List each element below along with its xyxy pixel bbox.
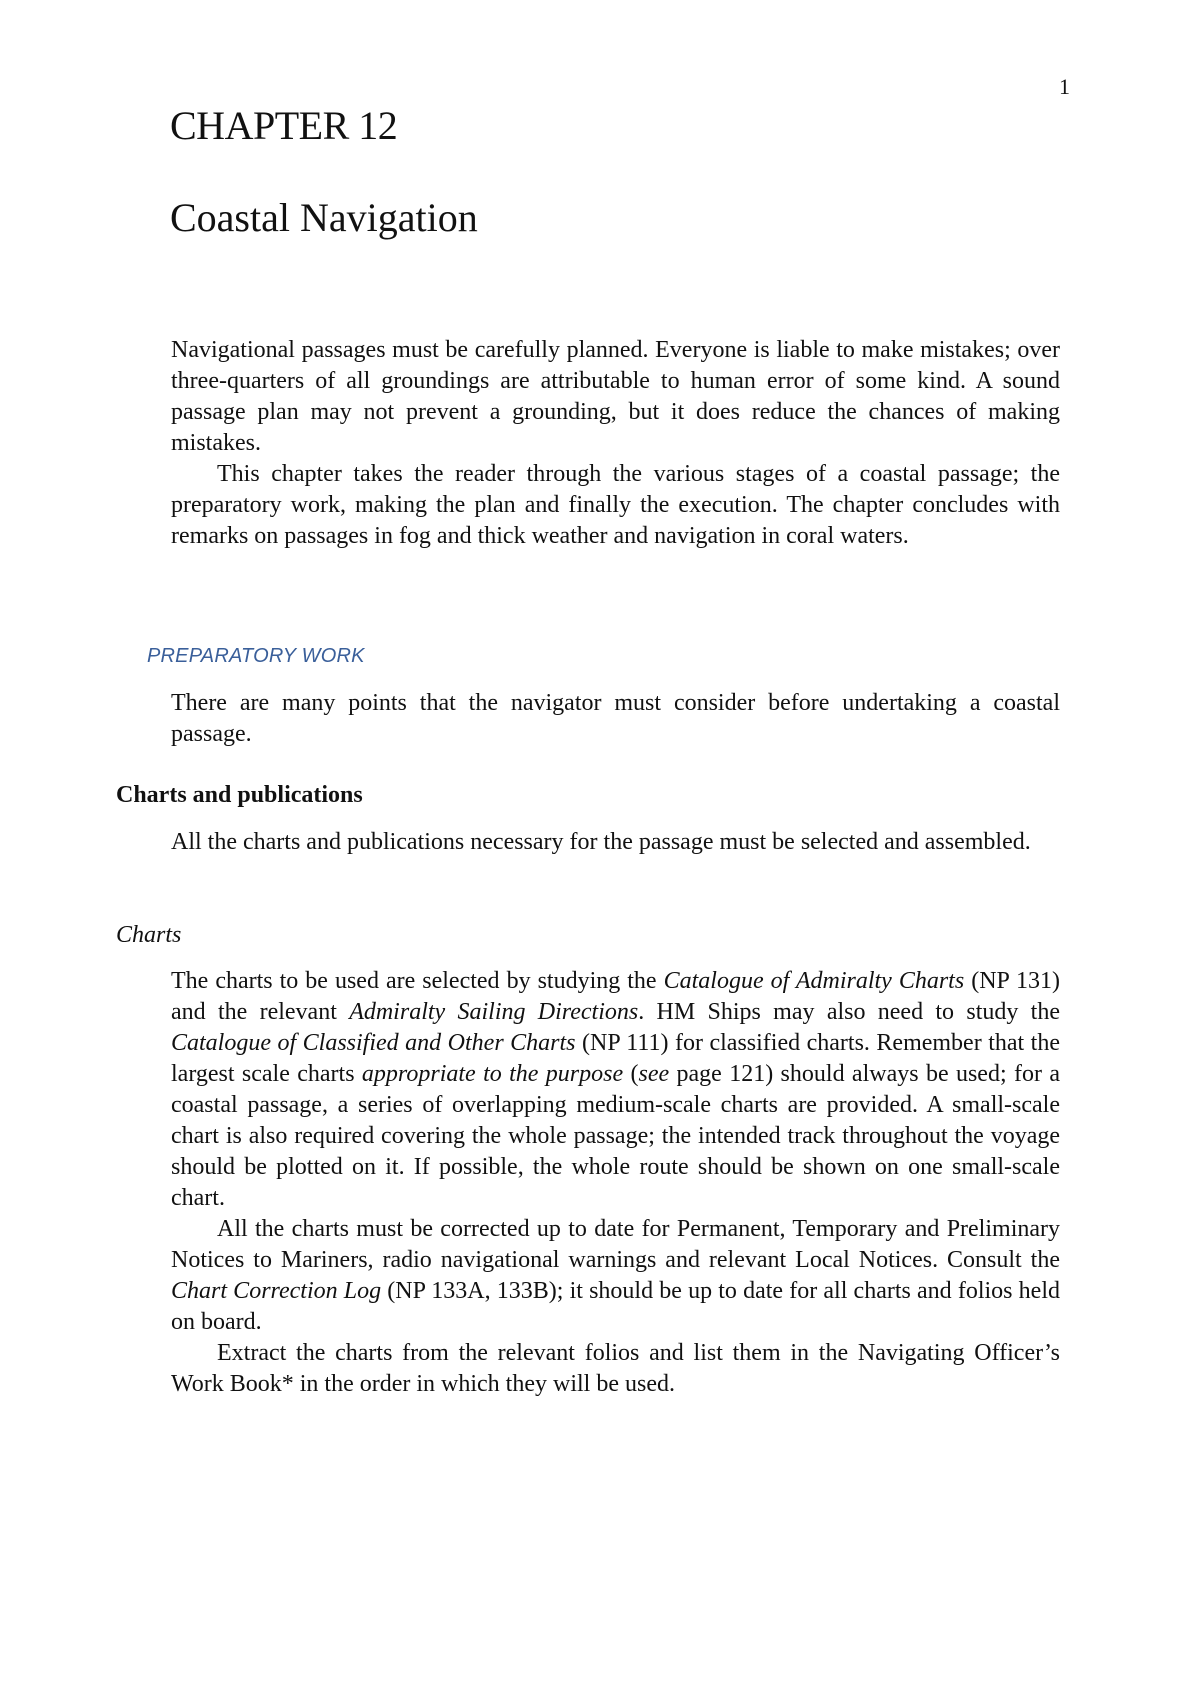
charts-p1-text-1: The charts to be used are selected by studying the bbox=[171, 968, 664, 994]
chart-correction-log-title: Chart Correction Log bbox=[171, 1278, 382, 1304]
catalogue-classified-charts-title: Catalogue of Classified and Other Charts bbox=[171, 1030, 576, 1056]
charts-p1-text-3: . HM Ships may also need to study the bbox=[638, 999, 1061, 1025]
intro-paragraph-1: Navigational passages must be carefully planned. Everyone is liable to make mistakes; over three-quarters of all groundings are attributable to human error of some kind. A sound passage plan may not prevent a grounding, but it does reduce the chances of making mistakes. bbox=[171, 337, 1060, 456]
charts-paragraph-1 bbox=[171, 966, 1060, 1214]
subsection-heading-charts-and-publications: Charts and publications bbox=[116, 782, 363, 808]
subsubsection-heading-charts: Charts bbox=[116, 922, 182, 948]
intro-section bbox=[171, 335, 1060, 552]
appropriate-to-purpose-phrase: appropriate to the purpose bbox=[361, 1061, 624, 1087]
charts-p2-text-2: (NP 133A, 133B); it should be up to date for all charts and folios held on board. bbox=[171, 1278, 1060, 1335]
preparatory-paragraph: There are many points that the navigator must consider before undertaking a coastal passage. bbox=[171, 690, 1060, 747]
charts-p1-text-4: (NP 111) for classified charts. Remember that the largest scale charts bbox=[171, 1030, 1061, 1087]
charts-paragraph-3: Extract the charts from the relevant folios and list them in the Navigating Officer’s Work Book* in the order in which they will be used. bbox=[171, 1340, 1060, 1397]
charts-section bbox=[171, 966, 1060, 1400]
preparatory-section bbox=[171, 688, 1060, 750]
section-heading-preparatory-work: PREPARATORY WORK bbox=[147, 645, 365, 667]
charts-publications-section bbox=[171, 827, 1060, 858]
chapter-title: Coastal Navigation bbox=[170, 195, 478, 240]
charts-p1-text-5: ( bbox=[623, 1061, 639, 1087]
intro-paragraph-2: This chapter takes the reader through the various stages of a coastal passage; the preparatory work, making the plan and finally the execution. The chapter concludes with remarks on passages in fog and thick weather and navigation in coral waters. bbox=[171, 461, 1060, 549]
see-reference: see bbox=[638, 1061, 670, 1087]
charts-paragraph-2 bbox=[171, 1214, 1060, 1338]
page-number: 1 bbox=[1059, 74, 1070, 99]
admiralty-sailing-directions-title: Admiralty Sailing Directions bbox=[349, 999, 639, 1025]
charts-p1-text-6: page 121) should always be used; for a coastal passage, a series of overlapping medium-scale charts are provided. A small-scale chart is also required covering the whole passage; the intended track throughout the voyage should be plotted on it. If possible, the whole route should be shown on one small-scale chart. bbox=[171, 1061, 1060, 1211]
chapter-label: CHAPTER 12 bbox=[170, 103, 398, 148]
charts-publications-paragraph: All the charts and publications necessary for the passage must be selected and assembled. bbox=[171, 829, 1031, 855]
charts-p1-text-2: (NP 131) and the relevant bbox=[171, 968, 1060, 1025]
charts-p2-text-1: All the charts must be corrected up to date for Permanent, Temporary and Preliminary Notices to Mariners, radio navigational warnings and relevant Local Notices. Consult the bbox=[171, 1216, 1060, 1273]
catalogue-admiralty-charts-title: Catalogue of Admiralty Charts bbox=[663, 968, 965, 994]
